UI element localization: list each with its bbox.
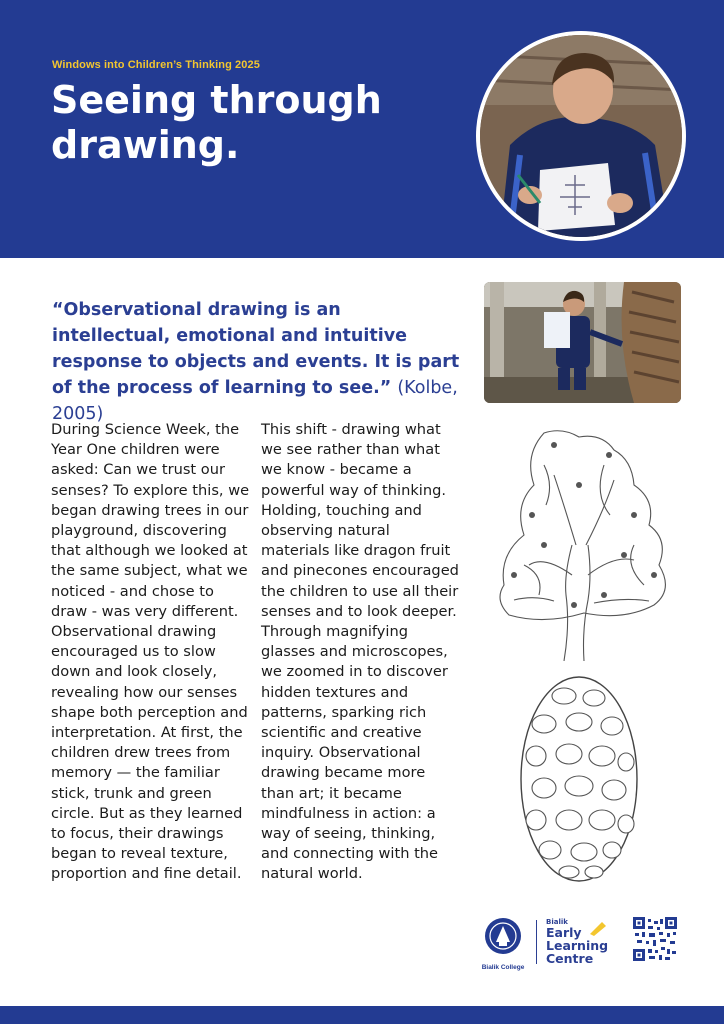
- page-title: Seeing through drawing.: [51, 78, 382, 167]
- tree-drawing: [484, 425, 674, 661]
- pinecone-drawing: [484, 674, 674, 890]
- elc-line-1: Early: [546, 925, 582, 940]
- quote-text: “Observational drawing is an intellectual, emotional and intuitive response to objects and events. It is part of the process of learning to see.”: [52, 300, 460, 398]
- elc-bialik-label: Bialik: [546, 918, 568, 926]
- body-column-2: This shift - drawing what we see rather than what we know - became a powerful way of thinking. Holding, touching and observing natural materials like dragon fruit and pinecones encouraged the children to use all their senses and to look deeper. Through magnifying glasses and microscopes, we zoomed in to discover hidden textures and patterns, sparking rich scientific and creative inquiry. Observational drawing became more than art; it became mindfulness in action: a way of seeing, thinking, and connecting with the natural world.: [261, 421, 459, 883]
- header-banner: [0, 0, 724, 258]
- pinecone-sketch-illustration: [484, 674, 674, 890]
- qr-code-icon: [633, 917, 677, 961]
- pencil-icon: [588, 920, 608, 936]
- elc-line-3: Centre: [546, 951, 594, 966]
- eyebrow-text: Windows into Children’s Thinking 2025: [52, 59, 260, 71]
- tree-sketch-illustration: [484, 425, 674, 661]
- pull-quote: [52, 297, 464, 427]
- body-column-1: During Science Week, the Year One children were asked: Can we trust our senses? To explore this, we began drawing trees in our playground, discovering that although we looked at the same subject, what we noticed - and chose to draw - was very different. Observational drawing encouraged us to slow down and look closely, revealing how our senses shape both perception and interpretation. At first, the children drew trees from memory — the familiar stick, trunk and green circle. But as they learned to focus, their drawings began to reveal texture, proportion and fine detail.: [51, 421, 250, 883]
- quote-citation: (Kolbe, 2005): [52, 378, 458, 424]
- bialik-college-logo: [478, 914, 528, 970]
- child-with-tree-illustration: [484, 282, 681, 403]
- child-with-tree-photo: [484, 282, 681, 403]
- logo-divider: [536, 920, 537, 964]
- early-learning-centre-logo: [546, 918, 618, 965]
- qr-code[interactable]: [633, 917, 677, 961]
- child-drawing-photo: [476, 31, 686, 241]
- child-drawing-illustration: [480, 35, 682, 237]
- elc-line-2: Learning: [546, 938, 609, 953]
- footer-bar: [0, 1006, 724, 1024]
- crest-icon: [478, 914, 528, 960]
- college-name: Bialik College: [481, 964, 525, 971]
